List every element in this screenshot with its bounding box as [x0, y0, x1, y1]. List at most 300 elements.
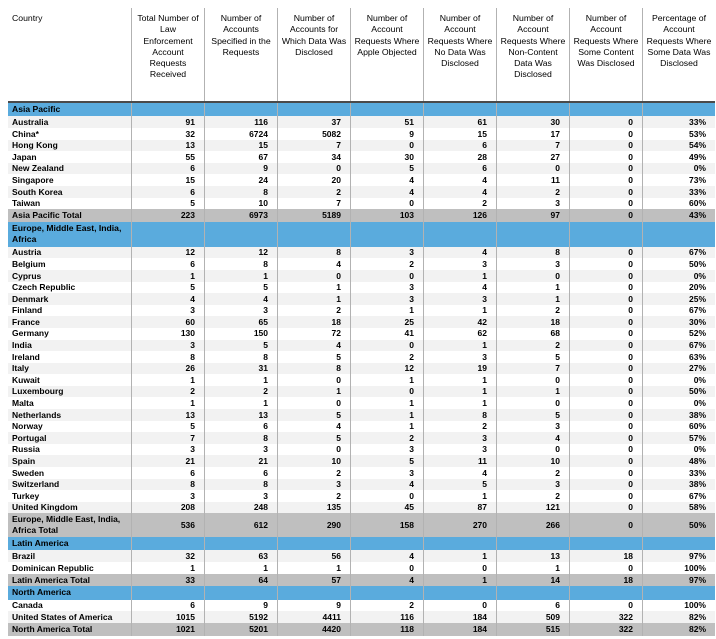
value-cell: 5 [277, 432, 350, 444]
value-cell: 50% [642, 386, 715, 398]
value-cell: 54% [642, 140, 715, 152]
value-cell: 5 [204, 282, 277, 294]
value-cell: 6 [423, 140, 496, 152]
value-cell: 31 [204, 363, 277, 375]
value-cell: 0 [496, 374, 569, 386]
value-cell: 0 [569, 340, 642, 352]
country-cell: Spain [12, 456, 36, 466]
value-cell: 58% [642, 502, 715, 514]
value-cell: 2 [423, 421, 496, 433]
value-cell: 18 [496, 316, 569, 328]
value-cell: 57% [642, 432, 715, 444]
value-cell: 72 [277, 328, 350, 340]
value-cell: 3 [204, 305, 277, 317]
value-cell: 67% [642, 490, 715, 502]
table-row [8, 444, 715, 456]
section-header-cell [131, 586, 204, 599]
value-cell: 21 [204, 455, 277, 467]
value-cell: 3 [496, 258, 569, 270]
value-cell: 5 [131, 421, 204, 433]
value-cell: 34 [277, 151, 350, 163]
column-header: Number of Account Requests Where No Data Was Disclosed [423, 8, 496, 101]
value-cell: 1 [423, 374, 496, 386]
country-cell: Denmark [12, 293, 49, 304]
value-cell: 73% [642, 174, 715, 186]
total-label-cell: Asia Pacific Total [12, 210, 82, 221]
country-cell: Norway [12, 421, 43, 432]
value-cell: 1 [204, 270, 277, 282]
value-cell: 184 [423, 611, 496, 623]
value-cell: 49% [642, 151, 715, 163]
country-cell: India [12, 340, 32, 351]
value-cell: 4 [423, 186, 496, 198]
section-header-cell [277, 222, 350, 247]
section-total-row [8, 513, 715, 537]
value-cell: 1 [131, 397, 204, 409]
value-cell: 6 [131, 163, 204, 175]
value-cell: 20% [642, 282, 715, 294]
value-cell: 3 [131, 444, 204, 456]
section-header-cell [204, 586, 277, 599]
section-total-row [8, 623, 715, 636]
value-cell: 2 [496, 186, 569, 198]
value-cell: 15 [131, 174, 204, 186]
value-cell: 4 [423, 282, 496, 294]
value-cell: 1 [423, 397, 496, 409]
value-cell: 9 [350, 128, 423, 140]
value-cell: 32 [131, 550, 204, 562]
value-cell: 37 [277, 116, 350, 128]
value-cell: 0 [350, 490, 423, 502]
value-cell: 25 [350, 316, 423, 328]
value-cell: 0 [569, 432, 642, 444]
value-cell: 0% [642, 444, 715, 456]
value-cell: 0% [642, 397, 715, 409]
value-cell: 0 [496, 163, 569, 175]
value-cell: 3 [350, 467, 423, 479]
country-cell: Australia [12, 116, 49, 127]
value-cell: 2 [350, 600, 423, 612]
section-header-row [8, 537, 715, 550]
value-cell: 8 [131, 479, 204, 491]
value-cell: 1 [131, 270, 204, 282]
table-row [8, 270, 715, 282]
value-cell: 38% [642, 479, 715, 491]
total-value-cell: 322 [569, 623, 642, 636]
section-header-cell [569, 222, 642, 247]
value-cell: 7 [496, 140, 569, 152]
value-cell: 5 [277, 409, 350, 421]
value-cell: 100% [642, 562, 715, 574]
value-cell: 0 [277, 444, 350, 456]
value-cell: 10 [277, 455, 350, 467]
section-header-cell [423, 103, 496, 116]
table-row [8, 351, 715, 363]
value-cell: 15 [423, 128, 496, 140]
total-label-cell: North America Total [12, 624, 93, 634]
value-cell: 4 [350, 479, 423, 491]
total-value-cell: 33 [131, 574, 204, 587]
table-row [8, 151, 715, 163]
value-cell: 1 [423, 490, 496, 502]
value-cell: 1 [350, 397, 423, 409]
value-cell: 63 [204, 550, 277, 562]
country-cell: China* [12, 128, 39, 139]
value-cell: 3 [350, 247, 423, 259]
country-cell: Germany [12, 328, 49, 339]
value-cell: 4 [423, 174, 496, 186]
value-cell: 1 [350, 409, 423, 421]
value-cell: 0 [569, 374, 642, 386]
table-row [8, 198, 715, 210]
table-row [8, 163, 715, 175]
value-cell: 3 [277, 479, 350, 491]
value-cell: 1 [496, 562, 569, 574]
value-cell: 27 [496, 151, 569, 163]
value-cell: 32 [131, 128, 204, 140]
column-header: Total Number of Law Enforcement Account Requests Received [131, 8, 204, 101]
value-cell: 2 [131, 386, 204, 398]
total-value-cell: 612 [204, 513, 277, 537]
value-cell: 5082 [277, 128, 350, 140]
country-cell: Kuwait [12, 374, 40, 385]
table-row [8, 550, 715, 562]
value-cell: 45 [350, 502, 423, 514]
total-value-cell: 57 [277, 574, 350, 587]
value-cell: 8 [204, 186, 277, 198]
table-row [8, 328, 715, 340]
value-cell: 0 [569, 198, 642, 210]
total-value-cell: 266 [496, 513, 569, 537]
value-cell: 0 [569, 151, 642, 163]
table-row [8, 174, 715, 186]
value-cell: 11 [423, 455, 496, 467]
total-value-cell: 1 [423, 574, 496, 587]
table-row [8, 282, 715, 294]
value-cell: 67% [642, 247, 715, 259]
value-cell: 51 [350, 116, 423, 128]
total-value-cell: 118 [350, 623, 423, 636]
value-cell: 0 [569, 444, 642, 456]
value-cell: 0 [569, 270, 642, 282]
value-cell: 4 [277, 421, 350, 433]
value-cell: 8 [204, 258, 277, 270]
total-value-cell: 14 [496, 574, 569, 587]
value-cell: 27% [642, 363, 715, 375]
value-cell: 1 [350, 421, 423, 433]
value-cell: 2 [277, 186, 350, 198]
value-cell: 2 [277, 467, 350, 479]
value-cell: 0 [569, 502, 642, 514]
value-cell: 0 [350, 340, 423, 352]
total-value-cell: 270 [423, 513, 496, 537]
column-header: Number of Account Requests Where Non-Content Data Was Disclosed [496, 8, 569, 101]
value-cell: 63% [642, 351, 715, 363]
table-row [8, 186, 715, 198]
section-header-cell [496, 537, 569, 550]
section-header-cell [496, 586, 569, 599]
section-header-cell [496, 222, 569, 247]
value-cell: 4 [423, 247, 496, 259]
value-cell: 7 [277, 140, 350, 152]
value-cell: 28 [423, 151, 496, 163]
value-cell: 1 [423, 305, 496, 317]
value-cell: 0 [569, 479, 642, 491]
total-value-cell: 43% [642, 209, 715, 222]
section-header-cell [277, 537, 350, 550]
section-header-cell [569, 103, 642, 116]
total-value-cell: 6973 [204, 209, 277, 222]
section-header-row [8, 222, 715, 247]
section-header-cell [204, 222, 277, 247]
value-cell: 0 [569, 247, 642, 259]
table-row [8, 340, 715, 352]
value-cell: 3 [423, 351, 496, 363]
value-cell: 12 [204, 247, 277, 259]
value-cell: 8 [423, 409, 496, 421]
table-row [8, 247, 715, 259]
value-cell: 0 [569, 386, 642, 398]
section-header-cell [350, 537, 423, 550]
value-cell: 0 [569, 128, 642, 140]
value-cell: 0 [277, 397, 350, 409]
value-cell: 3 [204, 490, 277, 502]
value-cell: 30 [496, 116, 569, 128]
value-cell: 13 [204, 409, 277, 421]
section-title: Latin America [12, 538, 69, 549]
value-cell: 19 [423, 363, 496, 375]
total-value-cell: 158 [350, 513, 423, 537]
value-cell: 0% [642, 270, 715, 282]
value-cell: 0 [569, 282, 642, 294]
column-header: Percentage of Account Requests Where Some Data Was Disclosed [642, 8, 715, 101]
value-cell: 7 [277, 198, 350, 210]
section-title: Europe, Middle East, India, Africa [12, 222, 122, 245]
value-cell: 3 [423, 293, 496, 305]
value-cell: 67 [204, 151, 277, 163]
value-cell: 13 [131, 140, 204, 152]
column-header: Number of Account Requests Where Apple Objected [350, 8, 423, 101]
value-cell: 0 [569, 600, 642, 612]
value-cell: 4 [350, 186, 423, 198]
value-cell: 9 [277, 600, 350, 612]
column-header: Number of Account Requests Where Some Content Was Disclosed [569, 8, 642, 101]
value-cell: 1 [350, 305, 423, 317]
value-cell: 3 [131, 490, 204, 502]
value-cell: 0 [423, 562, 496, 574]
country-cell: Portugal [12, 432, 47, 443]
value-cell: 0 [569, 455, 642, 467]
value-cell: 48% [642, 455, 715, 467]
country-cell: Russia [12, 444, 40, 455]
value-cell: 0 [569, 562, 642, 574]
value-cell: 11 [496, 174, 569, 186]
value-cell: 38% [642, 409, 715, 421]
column-header: Number of Accounts for Which Data Was Disclosed [277, 8, 350, 101]
value-cell: 5 [277, 351, 350, 363]
country-cell: Switzerland [12, 479, 60, 490]
value-cell: 509 [496, 611, 569, 623]
country-cell: Ireland [12, 351, 40, 362]
column-header: Number of Accounts Specified in the Requests [204, 8, 277, 101]
section-header-cell [642, 103, 715, 116]
value-cell: 13 [131, 409, 204, 421]
value-cell: 61 [423, 116, 496, 128]
country-cell: United States of America [12, 611, 113, 622]
table-row [8, 140, 715, 152]
value-cell: 26 [131, 363, 204, 375]
value-cell: 322 [569, 611, 642, 623]
value-cell: 2 [277, 305, 350, 317]
value-cell: 0 [496, 397, 569, 409]
value-cell: 20 [277, 174, 350, 186]
section-header-cell [423, 537, 496, 550]
value-cell: 62 [423, 328, 496, 340]
value-cell: 3 [350, 282, 423, 294]
value-cell: 91 [131, 116, 204, 128]
table-row [8, 502, 715, 514]
value-cell: 135 [277, 502, 350, 514]
country-cell: Czech Republic [12, 282, 76, 293]
value-cell: 60% [642, 421, 715, 433]
value-cell: 25% [642, 293, 715, 305]
value-cell: 4 [277, 340, 350, 352]
table-row [8, 467, 715, 479]
total-value-cell: 64 [204, 574, 277, 587]
value-cell: 8 [204, 479, 277, 491]
total-value-cell: 184 [423, 623, 496, 636]
value-cell: 9 [204, 600, 277, 612]
value-cell: 1 [423, 550, 496, 562]
value-cell: 33% [642, 186, 715, 198]
table-row [8, 386, 715, 398]
value-cell: 8 [277, 363, 350, 375]
total-value-cell: 223 [131, 209, 204, 222]
value-cell: 87 [423, 502, 496, 514]
value-cell: 68 [496, 328, 569, 340]
value-cell: 4411 [277, 611, 350, 623]
value-cell: 1 [277, 562, 350, 574]
value-cell: 0 [569, 421, 642, 433]
country-cell: Singapore [12, 174, 54, 185]
value-cell: 0% [642, 374, 715, 386]
value-cell: 17 [496, 128, 569, 140]
value-cell: 0 [350, 562, 423, 574]
table-row [8, 421, 715, 433]
value-cell: 0 [569, 258, 642, 270]
value-cell: 5 [204, 340, 277, 352]
table-row [8, 363, 715, 375]
value-cell: 1 [204, 374, 277, 386]
value-cell: 4 [204, 293, 277, 305]
total-value-cell: 50% [642, 513, 715, 537]
total-value-cell: 1021 [131, 623, 204, 636]
value-cell: 2 [423, 198, 496, 210]
value-cell: 5 [423, 479, 496, 491]
value-cell: 33% [642, 116, 715, 128]
value-cell: 1 [277, 282, 350, 294]
value-cell: 1 [496, 282, 569, 294]
value-cell: 121 [496, 502, 569, 514]
value-cell: 12 [131, 247, 204, 259]
table-header-row [8, 8, 715, 103]
total-value-cell: 290 [277, 513, 350, 537]
section-header-row [8, 586, 715, 599]
value-cell: 0 [569, 467, 642, 479]
total-value-cell: 4 [350, 574, 423, 587]
table-row [8, 562, 715, 574]
value-cell: 2 [496, 305, 569, 317]
value-cell: 2 [204, 386, 277, 398]
value-cell: 3 [423, 432, 496, 444]
total-value-cell: 536 [131, 513, 204, 537]
country-cell: Japan [12, 151, 37, 162]
value-cell: 208 [131, 502, 204, 514]
value-cell: 0 [569, 305, 642, 317]
value-cell: 0% [642, 163, 715, 175]
total-value-cell: 103 [350, 209, 423, 222]
value-cell: 8 [131, 351, 204, 363]
total-value-cell: 5189 [277, 209, 350, 222]
value-cell: 6 [131, 258, 204, 270]
value-cell: 0 [496, 444, 569, 456]
section-header-cell [277, 586, 350, 599]
value-cell: 1 [277, 293, 350, 305]
value-cell: 0 [569, 293, 642, 305]
value-cell: 97% [642, 550, 715, 562]
value-cell: 0 [569, 490, 642, 502]
value-cell: 3 [204, 444, 277, 456]
country-cell: Netherlands [12, 409, 62, 420]
table-row [8, 611, 715, 623]
value-cell: 1 [277, 386, 350, 398]
value-cell: 1 [496, 386, 569, 398]
value-cell: 1 [423, 270, 496, 282]
value-cell: 2 [350, 432, 423, 444]
country-cell: Luxembourg [12, 386, 64, 397]
section-header-row [8, 103, 715, 116]
country-cell: Austria [12, 247, 42, 258]
value-cell: 7 [496, 363, 569, 375]
value-cell: 2 [496, 340, 569, 352]
value-cell: 6 [423, 163, 496, 175]
value-cell: 4 [350, 550, 423, 562]
section-total-row [8, 209, 715, 222]
value-cell: 4 [350, 174, 423, 186]
value-cell: 5 [350, 163, 423, 175]
section-title: Asia Pacific [12, 104, 61, 114]
value-cell: 15 [204, 140, 277, 152]
value-cell: 30 [350, 151, 423, 163]
value-cell: 33% [642, 467, 715, 479]
table-row [8, 432, 715, 444]
section-header-cell [350, 222, 423, 247]
country-cell: Dominican Republic [12, 562, 94, 573]
value-cell: 3 [131, 305, 204, 317]
country-cell: New Zealand [12, 163, 64, 174]
section-header-cell [350, 586, 423, 599]
table-row [8, 455, 715, 467]
column-header: Country [12, 13, 43, 23]
account-requests-table [8, 8, 715, 636]
value-cell: 1 [423, 386, 496, 398]
value-cell: 2 [496, 467, 569, 479]
section-header-cell [204, 103, 277, 116]
value-cell: 1 [204, 562, 277, 574]
table-row [8, 490, 715, 502]
value-cell: 0 [350, 198, 423, 210]
value-cell: 8 [204, 351, 277, 363]
